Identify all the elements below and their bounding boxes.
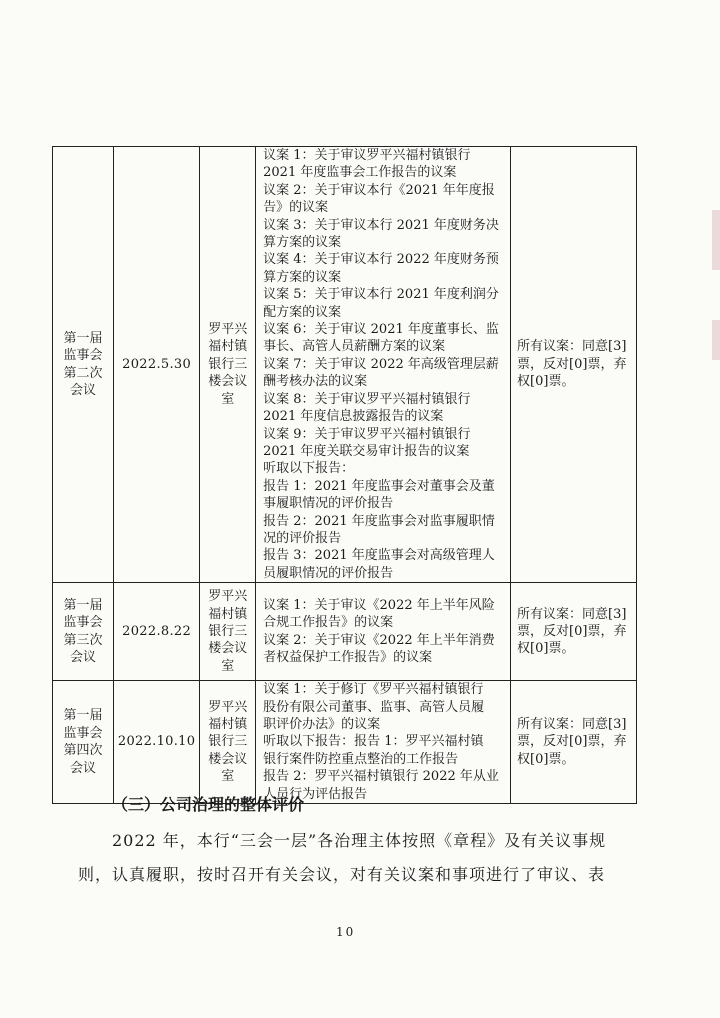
meeting-location-cell: 罗平兴 福村镇 银行三 楼会议 室: [200, 583, 256, 681]
scan-edge-mark: [712, 210, 720, 270]
meeting-content-cell: 议案 1：关于修订《罗平兴福村镇银行 股份有限公司董事、监事、高管人员履 职评价办法》的议案 听取以下报告：报告 1：罗平兴福村镇 银行案件防控重点整治的工作报告 报告 2：罗平兴福村镇银行 2022 年从业 人员行为评估报告: [256, 681, 511, 804]
table-row: [53, 147, 637, 583]
section-heading: （三）公司治理的整体评价: [112, 795, 305, 814]
meeting-result-cell: 所有议案：同意[3] 票，反对[0]票，弃 权[0]票。: [511, 147, 637, 583]
meeting-content-cell: 议案 1：关于审议罗平兴福村镇银行 2021 年度监事会工作报告的议案 议案 2：关于审议本行《2021 年年度报 告》的议案 议案 3：关于审议本行 2021 年度财务决 算方案的议案 议案 4：关于审议本行 2022 年度财务预 算方案的议案 议案 5：关于审议本行 2021 年度利润分 配方案的议案 议案 6：关于审议 2021 年度董事长、监 事长、高管人员薪酬方案的议案 议案 7：关于审议 2022 年高级管理层薪 酬考核办法的议案 议案 8：关于审议罗平兴福村镇银行 2021 年度信息披露报告的议案 议案 9：关于审议罗平兴福村镇银行 2021 年度关联交易审计报告的议案 听取以下报告： 报告 1：2021 年度监事会对董事会及董 事履职情况的评价报告 报告 2：2021 年度监事会对监事履职情 况的评价报告 报告 3：2021 年度监事会对高级管理人 员履职情况的评价报告: [256, 147, 511, 583]
table-row: [53, 583, 637, 681]
meeting-date-cell: 2022.8.22: [113, 583, 199, 681]
scan-edge-mark: [712, 320, 720, 360]
meeting-result-cell: 所有议案：同意[3] 票，反对[0]票，弃 权[0]票。: [511, 583, 637, 681]
meeting-date-cell: 2022.5.30: [113, 147, 199, 583]
table-row: [53, 681, 637, 804]
meeting-location-cell: 罗平兴 福村镇 银行三 楼会议 室: [200, 681, 256, 804]
meeting-name-cell: 第一届 监事会 第四次 会议: [53, 681, 114, 804]
meeting-content-cell: 议案 1：关于审议《2022 年上半年风险 合规工作报告》的议案 议案 2：关于审议《2022 年上半年消费 者权益保护工作报告》的议案: [256, 583, 511, 681]
paragraph-line: 则，认真履职，按时召开有关会议，对有关议案和事项进行了审议、表: [78, 865, 606, 884]
meeting-location-cell: 罗平兴 福村镇 银行三 楼会议 室: [200, 147, 256, 583]
page-number: 10: [336, 925, 356, 939]
paragraph-line: 2022 年，本行“三会一层”各治理主体按照《章程》及有关议事规: [112, 831, 607, 850]
meeting-name-cell: 第一届 监事会 第二次 会议: [53, 147, 114, 583]
meeting-name-cell: 第一届 监事会 第三次 会议: [53, 583, 114, 681]
meetings-table: [52, 146, 637, 804]
meeting-date-cell: 2022.10.10: [113, 681, 199, 804]
meeting-result-cell: 所有议案：同意[3] 票，反对[0]票，弃 权[0]票。: [511, 681, 637, 804]
